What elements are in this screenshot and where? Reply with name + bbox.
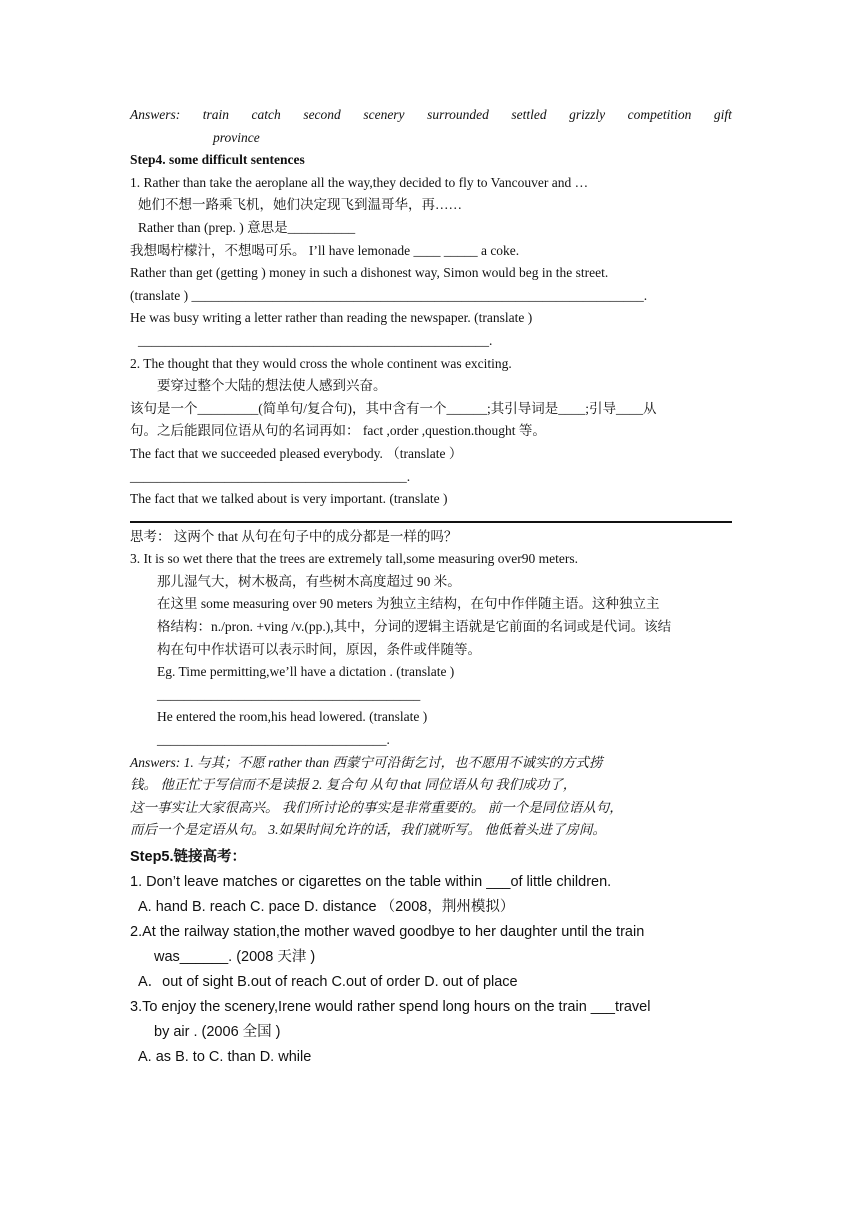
question-3-line-2: by air . (2006 全国 ): [154, 1024, 281, 1040]
answer-word: grizzly: [569, 107, 606, 122]
rather-than-prep: Rather than (prep. ) 意思是__________: [138, 219, 356, 235]
answer-word: scenery: [363, 107, 405, 122]
answers-word-list: [130, 104, 732, 127]
answers-2-line-3: 这一事实让大家很高兴。 我们所讨论的事实是非常重要的。 前一个是同位语从句，: [130, 799, 623, 815]
answer-word: competition: [627, 107, 692, 122]
sentence-3-explanation-2: 格结构：n./pron. +ving /v.(pp.),其中，分词的逻辑主语就是它前面的名词或是代词。该结: [157, 619, 672, 635]
translate-blank-5: __________________________________.: [157, 732, 390, 748]
question-2-line-1: 2.At the railway station,the mother waved goodbye to her daughter until the train: [130, 924, 645, 940]
busy-writing-example: He was busy writing a letter rather than reading the newspaper. (translate ): [130, 310, 533, 326]
sentence-3-chinese: 那儿湿气大，树木极高，有些树木高度超过 90 米。: [157, 573, 461, 589]
answers-2-line-4: 而后一个是定语从句。 3.如果时间允许的话，我们就听写。 他低着头进了房间。: [130, 822, 606, 838]
sentence-2-english: 2. The thought that they would cross the whole continent was exciting.: [130, 355, 512, 371]
answer-word: catch: [251, 107, 281, 122]
sentence-1-chinese: 她们不想一路乘飞机，她们决定现飞到温哥华，再……: [138, 197, 462, 213]
translate-blank-2: ____________________________________________________.: [138, 332, 493, 348]
answer-word: second: [303, 107, 341, 122]
question-2-options: A．out of sight B.out of reach C.out of order D. out of place: [138, 974, 518, 990]
sentence-3-explanation-1: 在这里 some measuring over 90 meters 为独立主结构，在句中作伴随主语。这种独立主: [157, 596, 660, 612]
question-1: 1. Don’t leave matches or cigarettes on the table within ___of little children.: [130, 874, 612, 890]
step5-heading: Step5.链接高考：: [130, 849, 247, 865]
translate-blank-1: (translate ) ___________________________________________________________________.: [130, 287, 648, 303]
question-2-line-2: was______. (2008 天津 ): [154, 949, 316, 965]
answer-word: train: [202, 107, 230, 122]
answer-word: gift: [713, 107, 732, 122]
translate-blank-4: _______________________________________: [157, 686, 421, 702]
thinking-question: 思考： 这两个 that 从句在句子中的成分都是一样的吗？: [130, 528, 458, 544]
entered-room-example: He entered the room,his head lowered. (translate ): [157, 709, 428, 725]
lemonade-exercise: 我想喝柠檬汁，不想喝可乐。 I’ll have lemonade ____ _____ a coke.: [130, 242, 520, 258]
translate-blank-3: _________________________________________.: [130, 468, 411, 484]
step4-heading: Step4. some difficult sentences: [130, 152, 305, 168]
answers-2-line-1: Answers: 1. 与其；不愿 rather than 西蒙宁可沿街乞讨，也不愿用不诚实的方式捞: [130, 754, 603, 770]
document-page: [130, 104, 732, 1070]
fact-talked-example: The fact that we talked about is very important. (translate ): [130, 491, 448, 507]
fact-succeeded-example: The fact that we succeeded pleased everybody. （translate ）: [130, 445, 463, 461]
answer-word-last: province: [213, 129, 260, 145]
rather-than-get-example: Rather than get (getting ) money in such a dishonest way, Simon would beg in the street.: [130, 265, 609, 281]
question-3-options: A. as B. to C. than D. while: [138, 1049, 312, 1065]
answers-label: Answers:: [130, 107, 181, 122]
sentence-1-english: 1. Rather than take the aeroplane all the way,they decided to fly to Vancouver and …: [130, 174, 589, 190]
question-1-options: A. hand B. reach C. pace D. distance （2008，荆州模拟）: [138, 899, 515, 915]
answer-word: settled: [511, 107, 547, 122]
sentence-2-explanation-1: 该句是一个_________(简单句/复合句)，其中含有一个______;其引导词是____;引导____从: [130, 400, 657, 416]
section-divider: [130, 521, 732, 523]
eg-time-permitting: Eg. Time permitting,we’ll have a dictation . (translate ): [157, 664, 455, 680]
sentence-3-english: 3. It is so wet there that the trees are extremely tall,some measuring over90 meters.: [130, 551, 578, 567]
answer-word: surrounded: [427, 107, 489, 122]
answers-2-line-2: 钱。 他正忙于写信而不是读报 2. 复合句 从句 that 同位语从句 我们成功了，: [130, 777, 577, 793]
sentence-2-chinese: 要穿过整个大陆的想法使人感到兴奋。: [157, 378, 387, 394]
sentence-3-explanation-3: 构在句中作状语可以表示时间，原因，条件或伴随等。: [157, 641, 481, 657]
sentence-2-explanation-2: 句。之后能跟同位语从句的名词再如： fact ,order ,question.thought 等。: [130, 423, 546, 439]
question-3-line-1: 3.To enjoy the scenery,Irene would rather spend long hours on the train ___travel: [130, 999, 651, 1015]
step5-section: [130, 845, 732, 1070]
